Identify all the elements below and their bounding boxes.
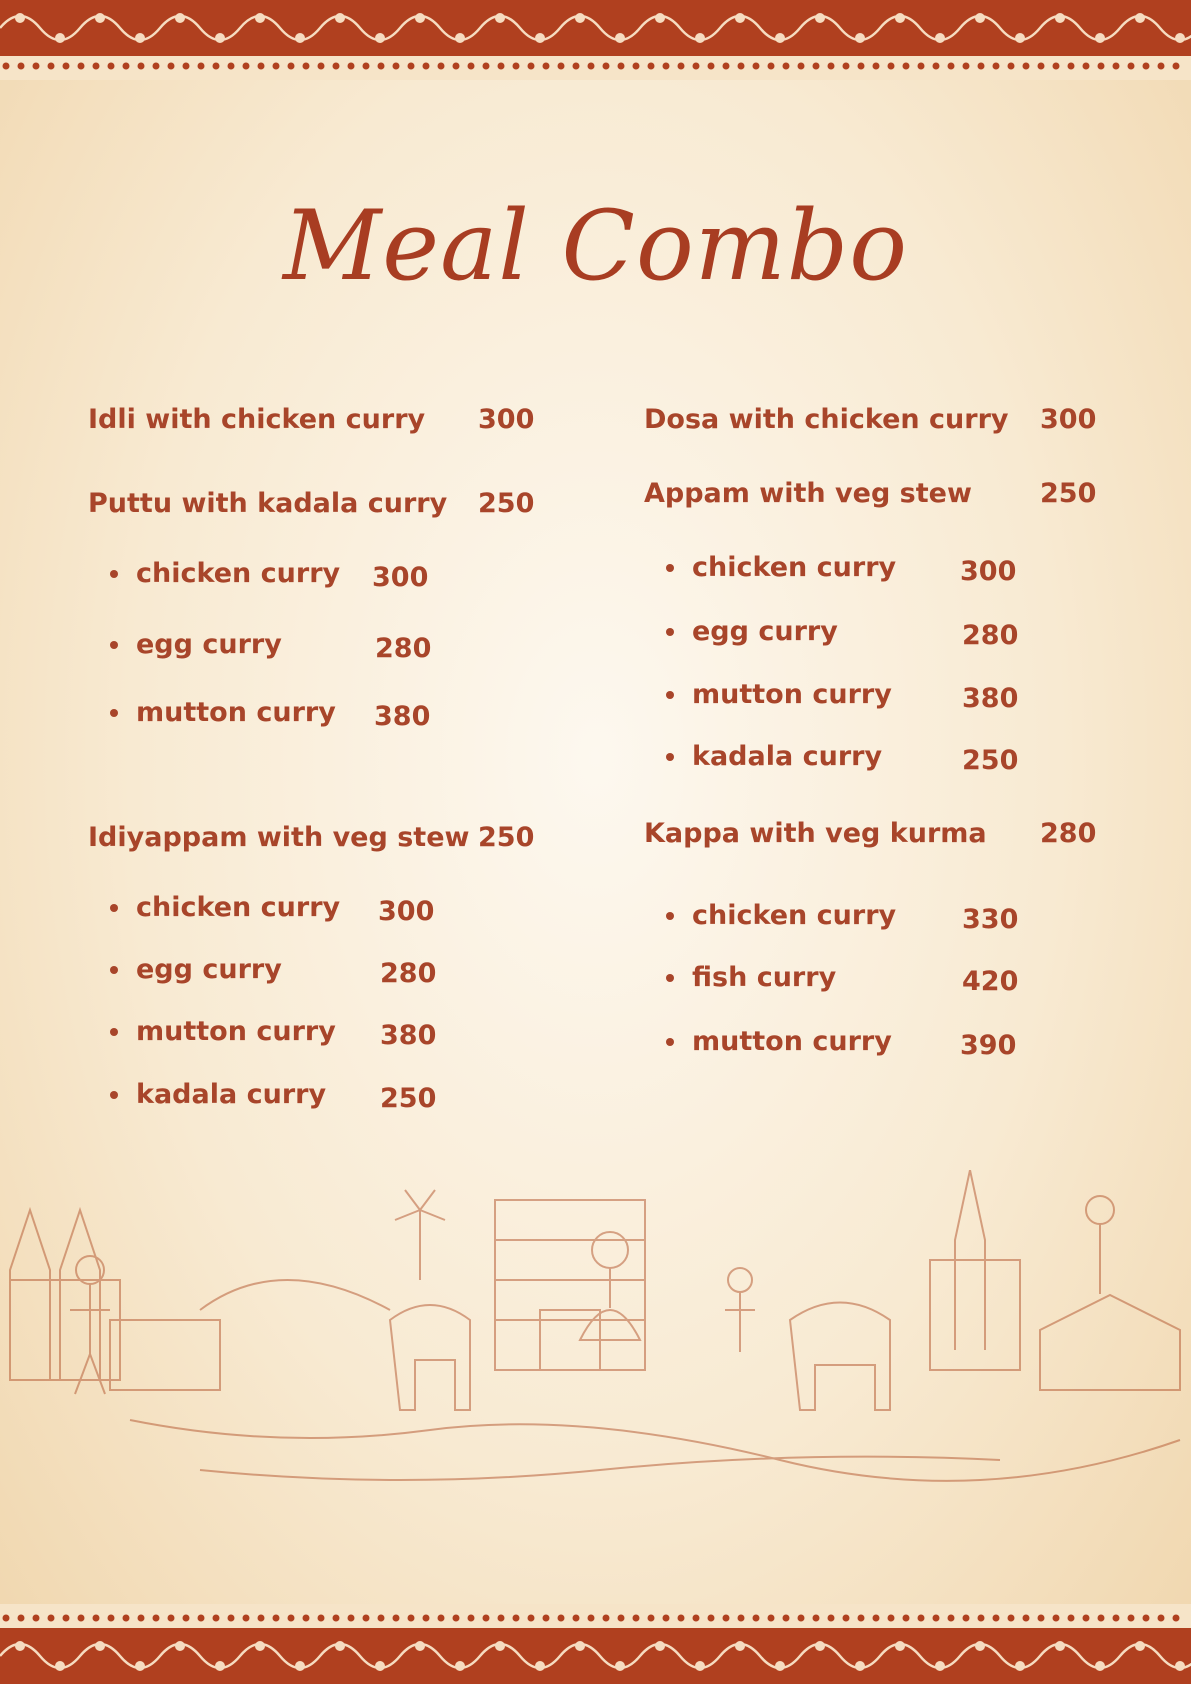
menu-item-price: 300 [478, 404, 535, 435]
option-name: mutton curry [136, 1016, 336, 1047]
option-price: 380 [374, 701, 431, 732]
option-name: kadala curry [136, 1079, 327, 1110]
menu-item-name: Appam with veg stew [644, 478, 972, 509]
option-price: 280 [375, 633, 432, 664]
menu-item-price: 250 [1040, 478, 1097, 509]
bullet-icon [110, 641, 118, 649]
page-title: Meal Combo [282, 190, 909, 302]
option-name: chicken curry [692, 900, 897, 931]
option-price: 250 [380, 1083, 437, 1114]
kerala-landmarks-illustration [0, 1170, 1191, 1570]
option-price: 300 [372, 562, 429, 593]
option-price: 250 [962, 745, 1019, 776]
bullet-icon [666, 691, 674, 699]
menu-item-price: 300 [1040, 404, 1097, 435]
bullet-icon [666, 628, 674, 636]
bullet-icon [666, 912, 674, 920]
bullet-icon [110, 1091, 118, 1099]
bullet-icon [110, 904, 118, 912]
menu-item-price: 250 [478, 488, 535, 519]
bullet-icon [110, 709, 118, 717]
option-price: 300 [960, 556, 1017, 587]
option-price: 420 [962, 966, 1019, 997]
option-name: kadala curry [692, 741, 883, 772]
menu-item-name: Puttu with kadala curry [88, 488, 448, 519]
option-price: 380 [962, 683, 1019, 714]
menu-item-name: Idiyappam with veg stew [88, 822, 470, 853]
option-name: egg curry [692, 616, 838, 647]
option-name: mutton curry [692, 1026, 892, 1057]
menu-item-name: Kappa with veg kurma [644, 818, 987, 849]
option-price: 280 [380, 958, 437, 989]
menu-item-name: Idli with chicken curry [88, 404, 426, 435]
bullet-icon [666, 974, 674, 982]
option-name: chicken curry [136, 558, 341, 589]
bullet-icon [666, 1038, 674, 1046]
option-price: 330 [962, 904, 1019, 935]
option-name: mutton curry [692, 679, 892, 710]
top-ornamental-border [0, 0, 1191, 80]
option-price: 390 [960, 1030, 1017, 1061]
bottom-ornamental-border [0, 1604, 1191, 1684]
bullet-icon [110, 570, 118, 578]
option-name: chicken curry [136, 892, 341, 923]
option-name: chicken curry [692, 552, 897, 583]
menu-item-price: 280 [1040, 818, 1097, 849]
option-name: egg curry [136, 629, 282, 660]
option-name: egg curry [136, 954, 282, 985]
option-price: 300 [378, 896, 435, 927]
option-name: mutton curry [136, 697, 336, 728]
bullet-icon [110, 966, 118, 974]
option-price: 280 [962, 620, 1019, 651]
bullet-icon [666, 564, 674, 572]
menu-item-name: Dosa with chicken curry [644, 404, 1009, 435]
option-price: 380 [380, 1020, 437, 1051]
bullet-icon [110, 1028, 118, 1036]
menu-item-price: 250 [478, 822, 535, 853]
bullet-icon [666, 753, 674, 761]
option-name: fish curry [692, 962, 837, 993]
